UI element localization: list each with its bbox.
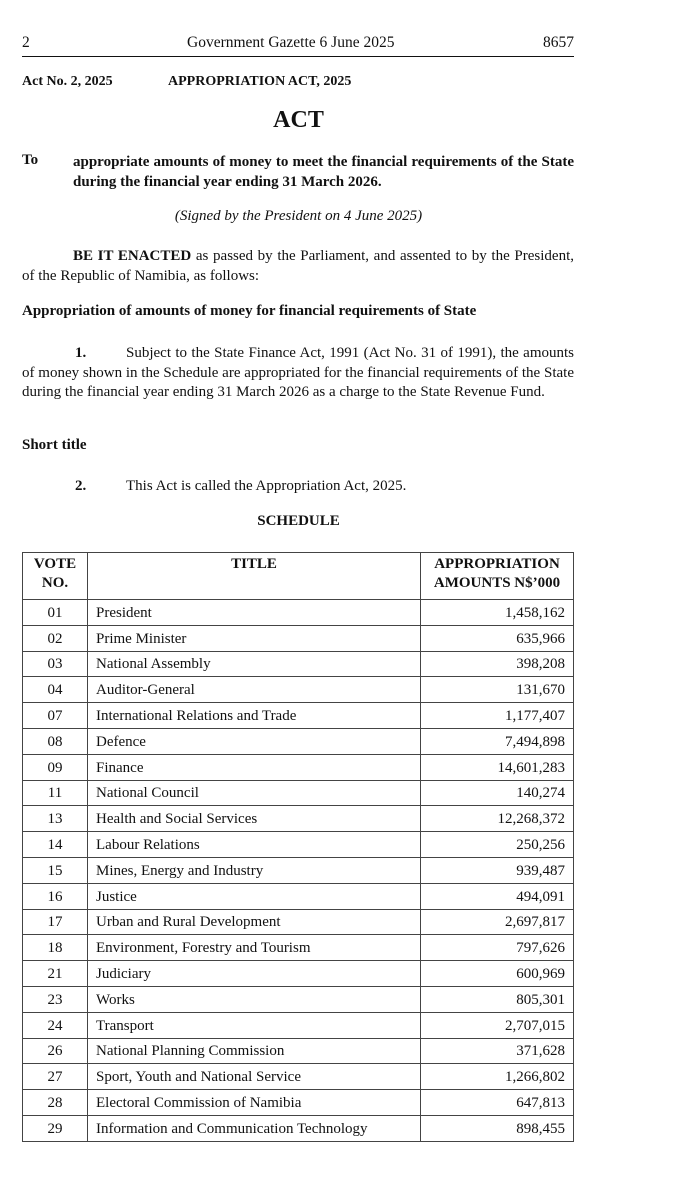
section-2-text: This Act is called the Appropriation Act, 2025. xyxy=(126,478,407,494)
enacting-clause-bold: BE IT ENACTED xyxy=(73,248,192,264)
vote-title-cell: Health and Social Services xyxy=(88,806,421,832)
vote-number-cell: 24 xyxy=(23,1012,88,1038)
vote-number-cell: 07 xyxy=(23,703,88,729)
vote-title-cell: National Planning Commission xyxy=(88,1038,421,1064)
gazette-page-number: 8657 xyxy=(543,34,574,51)
vote-title-cell: Finance xyxy=(88,754,421,780)
appropriation-amount-cell: 2,697,817 xyxy=(421,909,574,935)
schedule-title: SCHEDULE xyxy=(257,513,340,529)
appropriation-amount-cell: 1,458,162 xyxy=(421,600,574,626)
vote-title-cell: President xyxy=(88,600,421,626)
table-row xyxy=(23,1012,574,1038)
vote-number-cell: 03 xyxy=(23,651,88,677)
appropriation-amount-cell: 140,274 xyxy=(421,780,574,806)
table-row xyxy=(23,703,574,729)
vote-number-cell: 01 xyxy=(23,600,88,626)
appropriation-amount-cell: 131,670 xyxy=(421,677,574,703)
page-number-left: 2 xyxy=(22,34,30,51)
vote-title-cell: National Council xyxy=(88,780,421,806)
page-header xyxy=(22,32,574,57)
vote-title-cell: Environment, Forestry and Tourism xyxy=(88,935,421,961)
vote-number-cell: 23 xyxy=(23,986,88,1012)
table-row xyxy=(23,651,574,677)
appropriation-amount-cell: 805,301 xyxy=(421,986,574,1012)
table-row xyxy=(23,935,574,961)
table-row xyxy=(23,961,574,987)
table-row xyxy=(23,728,574,754)
document-title: ACT xyxy=(273,107,324,133)
enacting-clause xyxy=(22,246,574,286)
appropriation-amount-cell: 2,707,015 xyxy=(421,1012,574,1038)
table-row xyxy=(23,677,574,703)
vote-title-cell: Urban and Rural Development xyxy=(88,909,421,935)
vote-title-cell: Defence xyxy=(88,728,421,754)
signed-note: (Signed by the President on 4 June 2025) xyxy=(174,208,423,224)
section-1-number: 1. xyxy=(75,345,87,361)
appropriation-amount-cell: 494,091 xyxy=(421,883,574,909)
vote-title-cell: Mines, Energy and Industry xyxy=(88,857,421,883)
section-1 xyxy=(22,344,574,403)
column-header-amount xyxy=(421,553,574,600)
schedule-table-header xyxy=(23,553,574,600)
vote-title-cell: International Relations and Trade xyxy=(88,703,421,729)
vote-number-cell: 29 xyxy=(23,1115,88,1141)
appropriation-amount-cell: 939,487 xyxy=(421,857,574,883)
appropriation-amount-cell: 7,494,898 xyxy=(421,728,574,754)
appropriation-amount-cell: 398,208 xyxy=(421,651,574,677)
vote-number-cell: 08 xyxy=(23,728,88,754)
vote-title-cell: Information and Communication Technology xyxy=(88,1115,421,1141)
appropriation-amount-cell: 635,966 xyxy=(421,625,574,651)
preamble-text: appropriate amounts of money to meet the financial requirements of the State during the financial year ending 31 March 2026. xyxy=(73,154,574,190)
table-row xyxy=(23,909,574,935)
vote-title-cell: Labour Relations xyxy=(88,832,421,858)
vote-number-cell: 04 xyxy=(23,677,88,703)
table-row xyxy=(23,754,574,780)
section-1-text: Subject to the State Finance Act, 1991 (Act No. 31 of 1991), the amounts of money shown in the Schedule are appropriated for the financial requirements of the State during the financial year ending 31 March 2026 as a charge to the State Revenue Fund. xyxy=(22,345,574,400)
table-row xyxy=(23,883,574,909)
vote-title-cell: Sport, Youth and National Service xyxy=(88,1064,421,1090)
appropriation-amount-cell: 898,455 xyxy=(421,1115,574,1141)
vote-title-cell: National Assembly xyxy=(88,651,421,677)
act-number: Act No. 2, 2025 xyxy=(22,74,113,89)
appropriation-amount-cell: 250,256 xyxy=(421,832,574,858)
gazette-title: Government Gazette 6 June 2025 xyxy=(187,34,395,51)
appropriation-amount-cell: 371,628 xyxy=(421,1038,574,1064)
table-row xyxy=(23,1064,574,1090)
vote-number-cell: 09 xyxy=(23,754,88,780)
preamble-label: To xyxy=(22,152,39,168)
section-1-heading: Appropriation of amounts of money for financial requirements of State xyxy=(22,303,477,319)
column-header-title: TITLE xyxy=(88,553,421,600)
table-row xyxy=(23,857,574,883)
vote-number-cell: 21 xyxy=(23,961,88,987)
vote-number-cell: 14 xyxy=(23,832,88,858)
vote-title-cell: Transport xyxy=(88,1012,421,1038)
table-header-row xyxy=(23,553,574,600)
appropriation-amount-cell: 12,268,372 xyxy=(421,806,574,832)
vote-number-cell: 17 xyxy=(23,909,88,935)
vote-number-cell: 11 xyxy=(23,780,88,806)
appropriation-amount-cell: 14,601,283 xyxy=(421,754,574,780)
vote-number-cell: 15 xyxy=(23,857,88,883)
vote-number-cell: 26 xyxy=(23,1038,88,1064)
column-header-vote-line1: VOTE xyxy=(33,556,77,572)
appropriation-amount-cell: 797,626 xyxy=(421,935,574,961)
act-running-title: APPROPRIATION ACT, 2025 xyxy=(168,74,352,89)
table-row xyxy=(23,1038,574,1064)
section-2-heading: Short title xyxy=(22,437,87,453)
vote-title-cell: Works xyxy=(88,986,421,1012)
schedule-table-body xyxy=(23,600,574,1142)
table-row xyxy=(23,986,574,1012)
appropriation-amount-cell: 1,266,802 xyxy=(421,1064,574,1090)
table-row xyxy=(23,832,574,858)
column-header-vote-line2: NO. xyxy=(41,575,69,591)
vote-title-cell: Justice xyxy=(88,883,421,909)
table-row xyxy=(23,806,574,832)
appropriation-amount-cell: 1,177,407 xyxy=(421,703,574,729)
enacting-clause-text: as passed by the Parliament, and assented to by the President, of the Republic of Namibia, as follows: xyxy=(22,248,574,284)
vote-title-cell: Prime Minister xyxy=(88,625,421,651)
vote-number-cell: 18 xyxy=(23,935,88,961)
vote-title-cell: Judiciary xyxy=(88,961,421,987)
vote-number-cell: 02 xyxy=(23,625,88,651)
table-row xyxy=(23,600,574,626)
vote-number-cell: 28 xyxy=(23,1090,88,1116)
vote-number-cell: 27 xyxy=(23,1064,88,1090)
column-header-amount-line1: APPROPRIATION xyxy=(434,556,560,572)
vote-number-cell: 13 xyxy=(23,806,88,832)
table-row xyxy=(23,1115,574,1141)
appropriation-amount-cell: 647,813 xyxy=(421,1090,574,1116)
column-header-vote xyxy=(23,553,88,600)
table-row xyxy=(23,780,574,806)
appropriation-amount-cell: 600,969 xyxy=(421,961,574,987)
vote-title-cell: Auditor-General xyxy=(88,677,421,703)
column-header-amount-line2: AMOUNTS N$’000 xyxy=(433,575,561,591)
section-2 xyxy=(22,477,574,497)
table-row xyxy=(23,625,574,651)
vote-number-cell: 16 xyxy=(23,883,88,909)
vote-title-cell: Electoral Commission of Namibia xyxy=(88,1090,421,1116)
schedule-table xyxy=(22,552,574,1142)
section-2-number: 2. xyxy=(75,478,87,494)
table-row xyxy=(23,1090,574,1116)
